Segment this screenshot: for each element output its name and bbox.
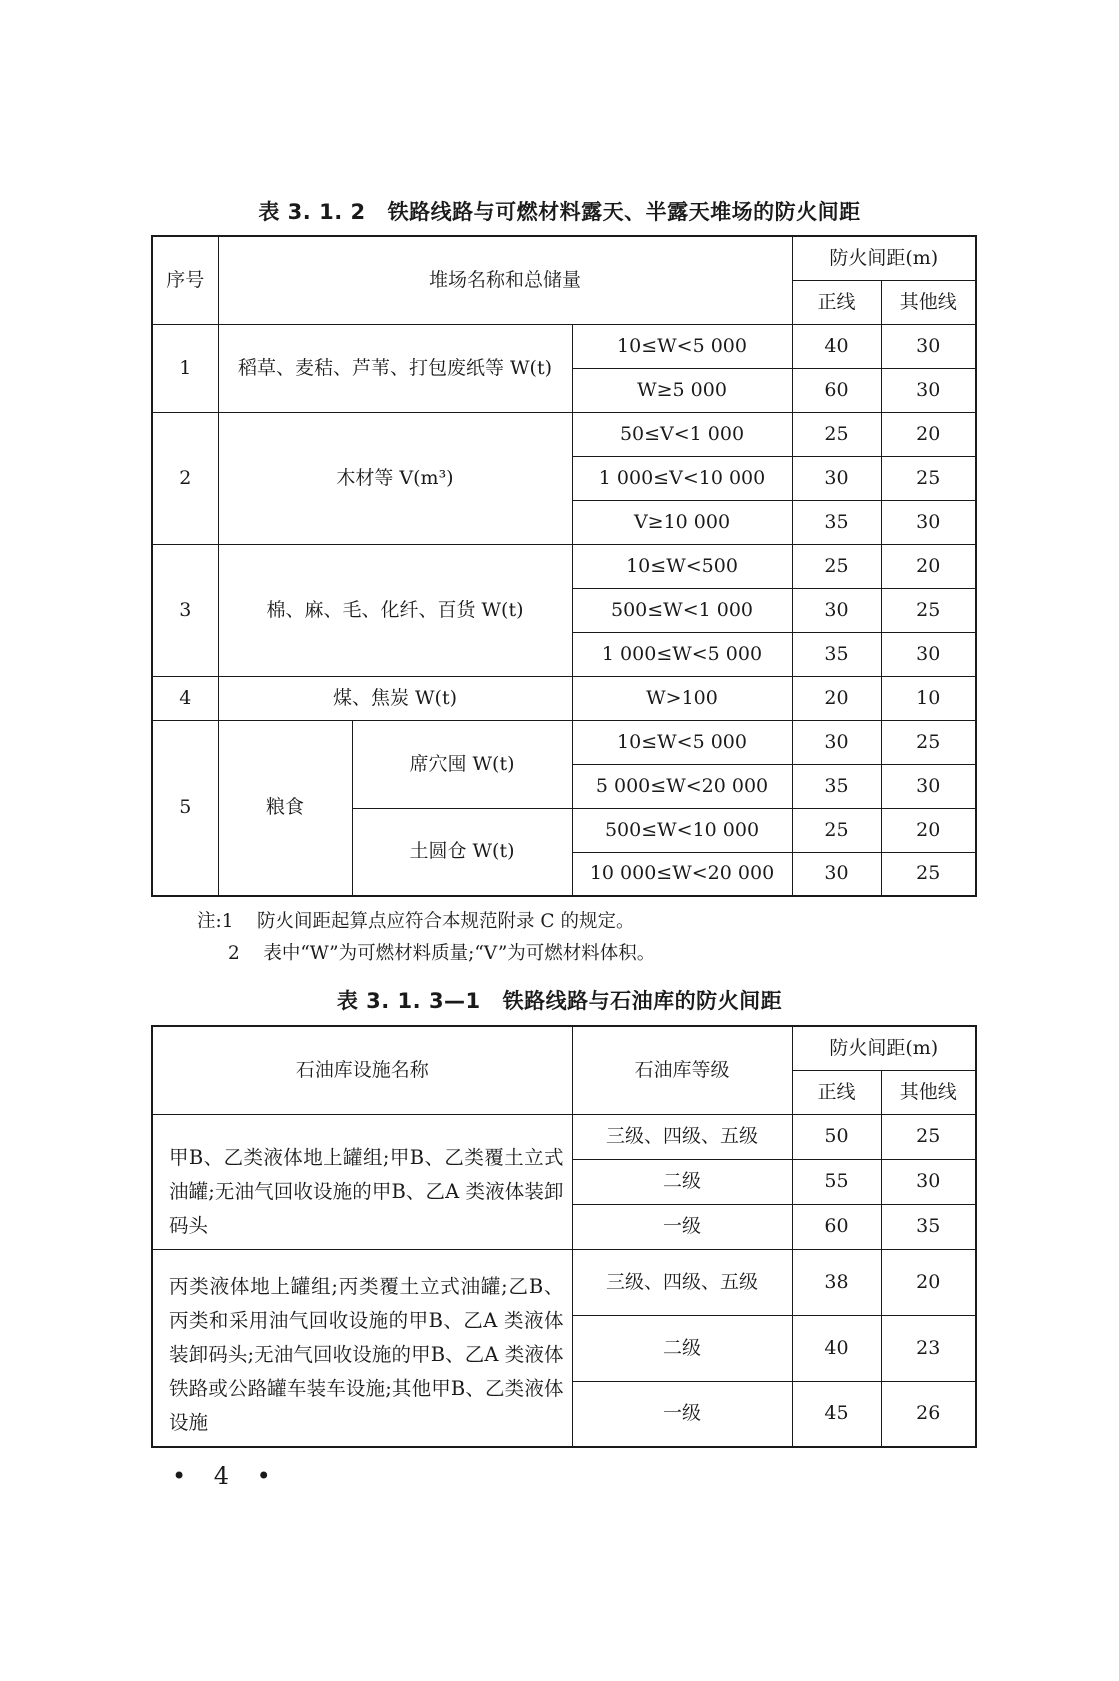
main-line-cell: 30 (792, 456, 881, 500)
range-cell: 10≤W<5 000 (572, 324, 792, 368)
other-line-cell: 25 (881, 1114, 976, 1159)
main-line-cell: 55 (792, 1159, 881, 1204)
main-line-cell: 35 (792, 500, 881, 544)
other-line-cell: 25 (881, 456, 976, 500)
grade-cell: 三级、四级、五级 (572, 1114, 792, 1159)
range-cell: 1 000≤W<5 000 (572, 632, 792, 676)
table-row (152, 1114, 976, 1159)
main-line-cell: 30 (792, 588, 881, 632)
table-row (152, 412, 976, 456)
other-line-cell: 30 (881, 368, 976, 412)
other-line-cell: 20 (881, 1249, 976, 1315)
main-line-cell: 25 (792, 808, 881, 852)
main-line-cell: 25 (792, 412, 881, 456)
table2-caption-number: 表 3. 1. 3—1 (336, 989, 481, 1013)
table1-header-main: 正线 (792, 280, 881, 324)
table2 (151, 1025, 977, 1448)
facility-cell: 甲B、乙类液体地上罐组;甲B、乙类覆土立式油罐;无油气回收设施的甲B、乙A 类液体装卸码头 (152, 1114, 572, 1249)
range-cell: W>100 (572, 676, 792, 720)
table1-header-seq: 序号 (152, 236, 218, 324)
table2-header-main: 正线 (792, 1070, 881, 1114)
table1-header-name: 堆场名称和总储量 (218, 236, 792, 324)
grain-subtype-cell: 席穴囤 W(t) (352, 720, 572, 808)
other-line-cell: 30 (881, 632, 976, 676)
range-cell: 500≤W<10 000 (572, 808, 792, 852)
note-number: 2 (228, 943, 240, 964)
storage-name-cell: 煤、焦炭 W(t) (218, 676, 572, 720)
main-line-cell: 40 (792, 324, 881, 368)
table2-caption-title: 铁路线路与石油库的防火间距 (502, 989, 783, 1013)
note-text: 防火间距起算点应符合本规范附录 C 的规定。 (257, 911, 635, 932)
main-line-cell: 30 (792, 720, 881, 764)
page-number: • 4 • (172, 1462, 281, 1490)
table-row (152, 324, 976, 368)
table2-header-facility: 石油库设施名称 (152, 1026, 572, 1114)
other-line-cell: 25 (881, 720, 976, 764)
table2-header-grade: 石油库等级 (572, 1026, 792, 1114)
range-cell: 5 000≤W<20 000 (572, 764, 792, 808)
table-row (152, 676, 976, 720)
range-cell: V≥10 000 (572, 500, 792, 544)
other-line-cell: 30 (881, 1159, 976, 1204)
grain-name-cell: 粮食 (218, 720, 352, 896)
note-item (197, 906, 655, 938)
main-line-cell: 60 (792, 368, 881, 412)
main-line-cell: 30 (792, 852, 881, 896)
table-row (152, 1249, 976, 1315)
grade-cell: 二级 (572, 1315, 792, 1381)
table1-caption (0, 196, 1119, 226)
table1-caption-number: 表 3. 1. 2 (258, 200, 366, 224)
table1 (151, 235, 977, 897)
range-cell: 500≤W<1 000 (572, 588, 792, 632)
range-cell: 1 000≤V<10 000 (572, 456, 792, 500)
range-cell: 10 000≤W<20 000 (572, 852, 792, 896)
table1-caption-title: 铁路线路与可燃材料露天、半露天堆场的防火间距 (387, 200, 861, 224)
storage-name-cell: 木材等 V(m³) (218, 412, 572, 544)
main-line-cell: 45 (792, 1381, 881, 1447)
table1-header-row (152, 236, 976, 280)
grade-cell: 三级、四级、五级 (572, 1249, 792, 1315)
range-cell: 50≤V<1 000 (572, 412, 792, 456)
other-line-cell: 25 (881, 852, 976, 896)
grade-cell: 二级 (572, 1159, 792, 1204)
main-line-cell: 35 (792, 632, 881, 676)
main-line-cell: 38 (792, 1249, 881, 1315)
other-line-cell: 20 (881, 412, 976, 456)
seq-cell: 4 (152, 676, 218, 720)
other-line-cell: 30 (881, 324, 976, 368)
table2-header-distance: 防火间距(m) (792, 1026, 976, 1070)
other-line-cell: 20 (881, 544, 976, 588)
table2-caption (0, 985, 1119, 1015)
other-line-cell: 23 (881, 1315, 976, 1381)
table1-header-other: 其他线 (881, 280, 976, 324)
main-line-cell: 35 (792, 764, 881, 808)
grain-subtype-cell: 土圆仓 W(t) (352, 808, 572, 896)
grade-cell: 一级 (572, 1204, 792, 1249)
table1-notes (197, 906, 655, 970)
other-line-cell: 26 (881, 1381, 976, 1447)
seq-cell: 1 (152, 324, 218, 412)
other-line-cell: 10 (881, 676, 976, 720)
other-line-cell: 30 (881, 500, 976, 544)
other-line-cell: 30 (881, 764, 976, 808)
note-label: 注: (197, 911, 222, 932)
note-number: 1 (221, 911, 234, 932)
seq-cell: 5 (152, 720, 218, 896)
other-line-cell: 20 (881, 808, 976, 852)
table-row (152, 544, 976, 588)
storage-name-cell: 稻草、麦秸、芦苇、打包废纸等 W(t) (218, 324, 572, 412)
table2-header-other: 其他线 (881, 1070, 976, 1114)
seq-cell: 3 (152, 544, 218, 676)
table-row (152, 720, 976, 764)
range-cell: 10≤W<500 (572, 544, 792, 588)
storage-name-cell: 棉、麻、毛、化纤、百货 W(t) (218, 544, 572, 676)
main-line-cell: 40 (792, 1315, 881, 1381)
other-line-cell: 35 (881, 1204, 976, 1249)
range-cell: W≥5 000 (572, 368, 792, 412)
seq-cell: 2 (152, 412, 218, 544)
table1-header-distance: 防火间距(m) (792, 236, 976, 280)
note-item (197, 938, 655, 970)
note-text: 表中“W”为可燃材料质量;“V”为可燃材料体积。 (263, 943, 656, 964)
grade-cell: 一级 (572, 1381, 792, 1447)
facility-cell: 丙类液体地上罐组;丙类覆土立式油罐;乙B、丙类和采用油气回收设施的甲B、乙A 类液体装卸码头;无油气回收设施的甲B、乙A 类液体铁路或公路罐车装车设施;其他甲B、乙类液体设施 (152, 1249, 572, 1447)
main-line-cell: 60 (792, 1204, 881, 1249)
main-line-cell: 50 (792, 1114, 881, 1159)
main-line-cell: 20 (792, 676, 881, 720)
range-cell: 10≤W<5 000 (572, 720, 792, 764)
table2-header-row (152, 1026, 976, 1070)
other-line-cell: 25 (881, 588, 976, 632)
main-line-cell: 25 (792, 544, 881, 588)
